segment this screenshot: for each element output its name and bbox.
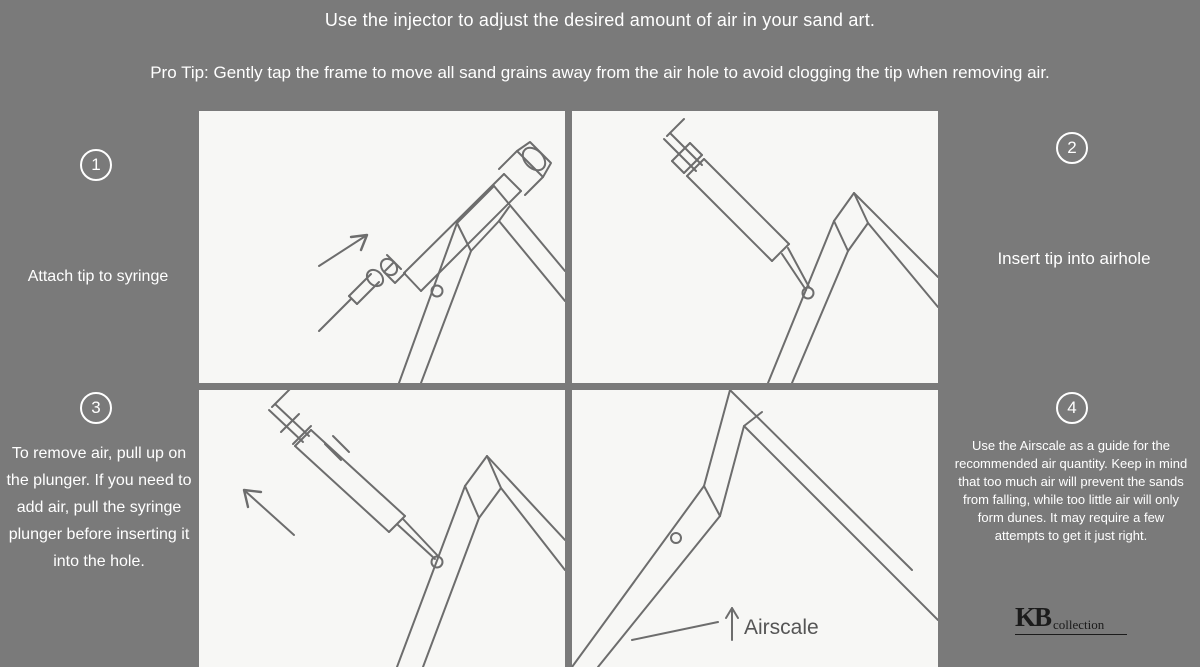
header-instruction: Use the injector to adjust the desired amount of air in your sand art. bbox=[324, 10, 876, 30]
illustration-insert-tip bbox=[572, 111, 938, 383]
airscale-label: Airscale bbox=[744, 616, 819, 639]
step-number-2: 2 bbox=[1056, 132, 1088, 164]
illustration-pull-plunger bbox=[199, 390, 565, 667]
brand-rule bbox=[1015, 634, 1127, 635]
step-number-3: 3 bbox=[80, 392, 112, 424]
panel-pull-plunger bbox=[199, 390, 565, 667]
header-pro-tip: Pro Tip: Gently tap the frame to move all sand grains away from the air hole to avoid clogging the tip when removing air. bbox=[150, 63, 1050, 82]
panel-airscale bbox=[572, 390, 938, 667]
panel-insert-tip bbox=[572, 111, 938, 383]
step-caption-3: To remove air, pull up on the plunger. If you need to add air, pull the syringe plunger before inserting it into the hole. bbox=[6, 445, 192, 570]
illustration-attach-tip bbox=[199, 111, 565, 383]
step-number-4: 4 bbox=[1056, 392, 1088, 424]
panel-attach-tip bbox=[199, 111, 565, 383]
brand-word: collection bbox=[1053, 617, 1105, 632]
step-caption-4: Use the Airscale as a guide for the recommended air quantity. Keep in mind that too much air will prevent the sands from falling, while too little air will only form dunes. It may require a few attempts to get it just right. bbox=[954, 438, 1188, 543]
step-number-1: 1 bbox=[80, 149, 112, 181]
step-caption-1: Attach tip to syringe bbox=[27, 268, 169, 285]
brand-monogram: KB bbox=[1015, 602, 1051, 632]
step-caption-2: Insert tip into airhole bbox=[997, 249, 1151, 268]
brand-logo bbox=[1015, 604, 1135, 646]
